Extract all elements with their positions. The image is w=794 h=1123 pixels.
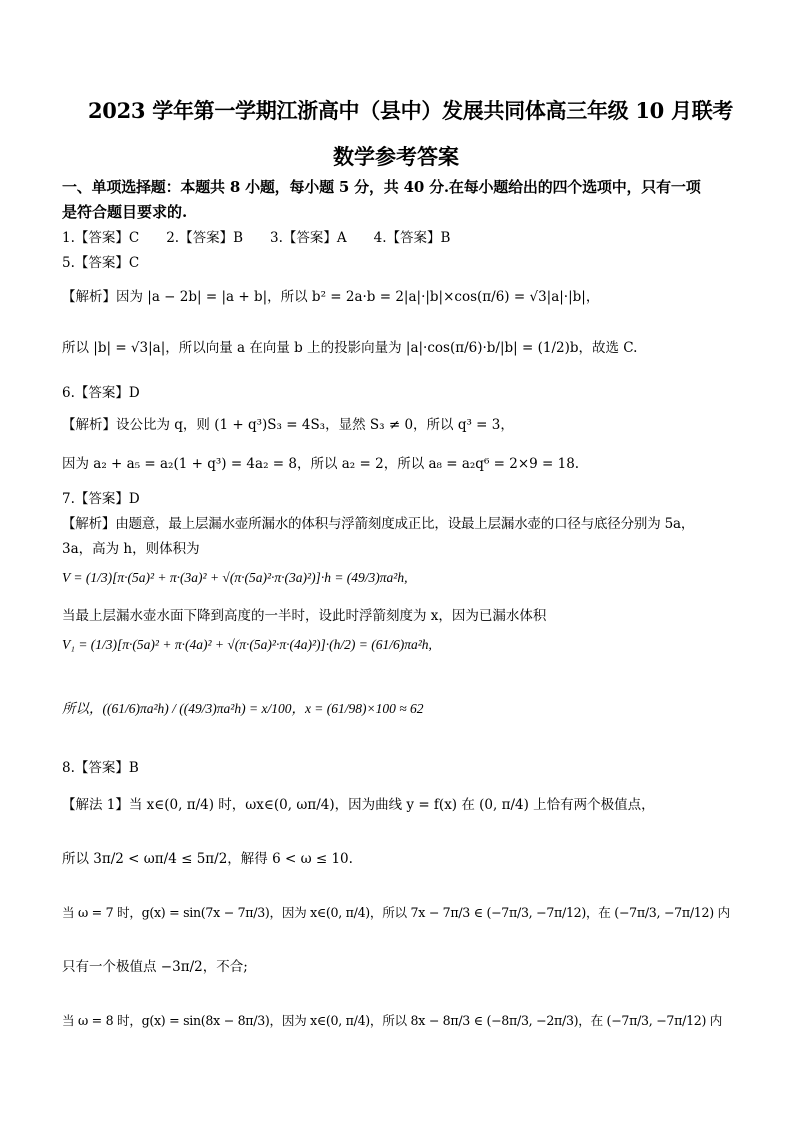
q5-answer: 5.【答案】C [62,255,140,271]
q7-partial-volume-formula: V₁ = (1/3)[π·(5a)² + π·(4a)² + √(π·(5a)²·π·(4a)²)]·(h/2) = (61/6)πa²h, [62,637,432,652]
q7-answer: 7.【答案】D [62,491,140,507]
q8-solution-line4: 只有一个极值点 −3π/2，不合; [62,959,248,975]
q8-answer: 8.【答案】B [62,760,139,776]
section-heading-cont: 是符合题目要求的. [62,203,188,221]
q7-solution-line2: 3a，高为 h，则体积为 [62,541,200,557]
q8-solution-line5: 当 ω = 8 时，g(x) = sin(8x − 8π/3)，因为 x∈(0, π/4)，所以 8x − 8π/3 ∈ (−8π/3, −2π/3)，在 (−7π/3, −7π/12) 内 [62,1013,723,1028]
answers-row-1-4: 1.【答案】C 2.【答案】B 3.【答案】A 4.【答案】B [62,230,451,246]
q8-solution-line3: 当 ω = 7 时，g(x) = sin(7x − 7π/3)，因为 x∈(0, π/4)，所以 7x − 7π/3 ∈ (−7π/3, −7π/12)，在 (−7π/3, −7π/12) 内 [62,905,730,920]
q6-solution-line2: 因为 a₂ + a₅ = a₂(1 + q³) = 4a₂ = 8，所以 a₂ = 2，所以 a₈ = a₂q⁶ = 2×9 = 18. [62,456,580,472]
q7-volume-formula: V = (1/3)[π·(5a)² + π·(3a)² + √(π·(5a)²·π·(3a)²)]·h = (49/3)πa²h, [62,570,408,585]
q7-solution-line1: 【解析】由题意，最上层漏水壶所漏水的体积与浮箭刻度成正比，设最上层漏水壶的口径与底径分别为 5a， [62,516,695,532]
document-title: 2023 学年第一学期江浙高中（县中）发展共同体高三年级 10 月联考 [88,98,734,123]
q7-solution-line3: 当最上层漏水壶水面下降到高度的一半时，设此时浮箭刻度为 x，因为已漏水体积 [62,608,547,624]
section-heading: 一、单项选择题：本题共 8 小题，每小题 5 分，共 40 分.在每小题给出的四个选项中，只有一项 [62,178,701,196]
q8-solution-line2: 所以 3π/2 < ωπ/4 ≤ 5π/2，解得 6 < ω ≤ 10. [62,851,353,867]
q7-ratio-formula: 所以，((61/6)πa²h) / ((49/3)πa²h) = x/100，x = (61/98)×100 ≈ 62 [62,701,424,716]
q8-solution-line1: 【解法 1】当 x∈(0, π/4) 时，ωx∈(0, ωπ/4)，因为曲线 y = f(x) 在 (0, π/4) 上恰有两个极值点， [62,797,655,813]
document-subtitle: 数学参考答案 [333,144,459,169]
q6-answer: 6.【答案】D [62,385,140,401]
q6-solution-line1: 【解析】设公比为 q，则 (1 + q³)S₃ = 4S₃，显然 S₃ ≠ 0，所以 q³ = 3， [62,417,514,433]
q5-solution-line2: 所以 |b| = √3|a|，所以向量 a 在向量 b 上的投影向量为 |a|·cos(π/6)·b/|b| = (1/2)b，故选 C. [62,340,638,356]
q5-solution-line1: 【解析】因为 |a − 2b| = |a + b|，所以 b² = 2a·b = 2|a|·|b|×cos(π/6) = √3|a|·|b|， [62,289,600,305]
